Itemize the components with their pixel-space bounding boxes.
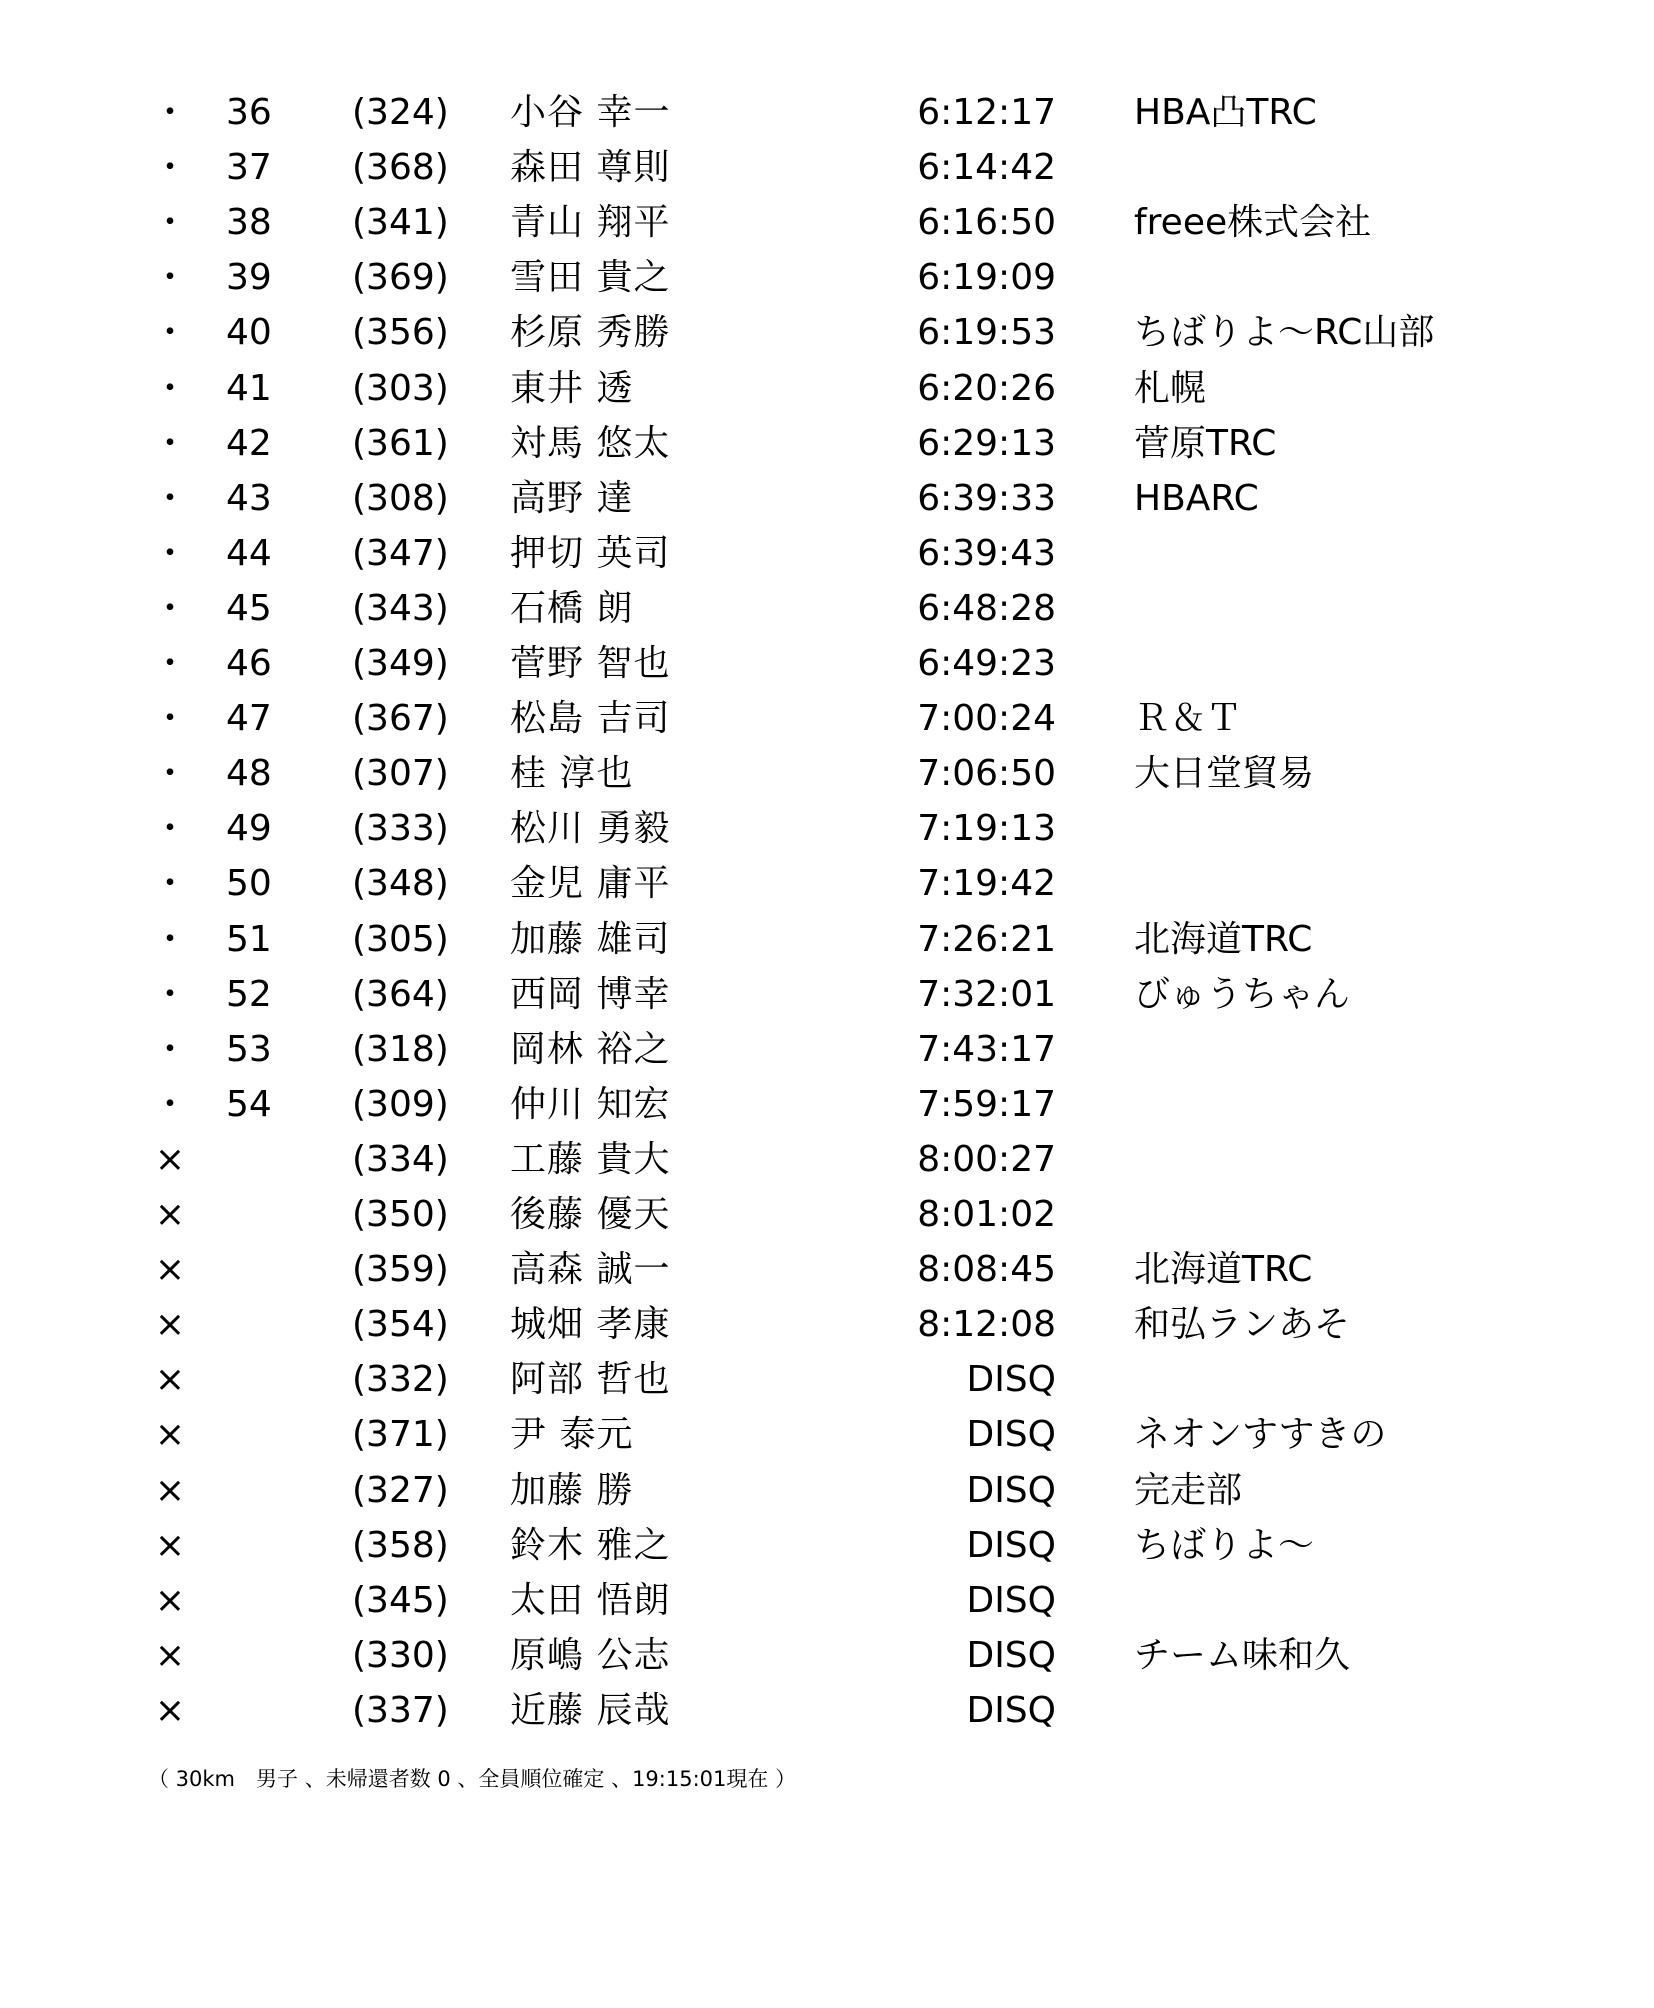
result-row xyxy=(0,1352,1654,1407)
rank-number: 36 xyxy=(226,92,272,133)
bib-number: (341) xyxy=(352,202,449,244)
team-name: ネオンすすきの xyxy=(1134,1414,1387,1456)
bib-number: (348) xyxy=(352,863,449,905)
rank-number: 44 xyxy=(226,532,272,574)
runner-name: 尹 泰元 xyxy=(510,1414,634,1456)
bib-number: (337) xyxy=(352,1689,449,1731)
bib-number: (305) xyxy=(352,918,449,960)
bib-number: (368) xyxy=(352,147,449,189)
bib-number: (318) xyxy=(352,1028,449,1070)
status-mark: × xyxy=(154,1469,186,1511)
status-mark: ・ xyxy=(152,587,189,629)
finish-time: DISQ xyxy=(966,1469,1056,1511)
result-row xyxy=(0,1242,1654,1297)
bib-number: (307) xyxy=(352,753,449,795)
runner-name: 松川 勇毅 xyxy=(510,808,671,850)
runner-name: 対馬 悠太 xyxy=(510,422,671,464)
bib-number: (324) xyxy=(352,92,449,133)
rank-number: 52 xyxy=(226,973,272,1015)
finish-time: 6:14:42 xyxy=(917,147,1056,189)
team-name: 和弘ランあそ xyxy=(1134,1304,1351,1346)
result-row xyxy=(0,691,1654,746)
result-row xyxy=(0,1297,1654,1352)
status-mark: ・ xyxy=(152,918,189,960)
result-row xyxy=(0,1463,1654,1518)
team-name: チーム味和久 xyxy=(1134,1634,1351,1676)
finish-time: 7:59:17 xyxy=(917,1083,1056,1125)
runner-name: 原嶋 公志 xyxy=(510,1634,671,1676)
result-row xyxy=(0,1132,1654,1187)
rank-number: 40 xyxy=(226,312,272,354)
team-name: びゅうちゃん xyxy=(1134,973,1351,1015)
result-row xyxy=(0,912,1654,967)
bib-number: (330) xyxy=(352,1634,449,1676)
bib-number: (369) xyxy=(352,257,449,299)
finish-time: 6:16:50 xyxy=(917,202,1056,244)
status-mark: × xyxy=(154,1524,186,1566)
result-row xyxy=(0,801,1654,856)
result-row xyxy=(0,526,1654,581)
rank-number: 39 xyxy=(226,257,272,299)
rank-number: 45 xyxy=(226,587,272,629)
team-name: ちばりよ～ xyxy=(1134,1524,1315,1566)
team-name: HBARC xyxy=(1134,477,1259,519)
rank-number: 37 xyxy=(226,147,272,189)
bib-number: (361) xyxy=(352,422,449,464)
status-mark: ・ xyxy=(152,698,189,740)
result-row xyxy=(0,967,1654,1022)
runner-name: 松島 吉司 xyxy=(510,698,671,740)
result-row xyxy=(0,250,1654,305)
bib-number: (367) xyxy=(352,698,449,740)
finish-time: DISQ xyxy=(966,1524,1056,1566)
runner-name: 青山 翔平 xyxy=(510,202,671,244)
finish-time: 8:00:27 xyxy=(917,1138,1056,1180)
finish-time: 6:19:53 xyxy=(917,312,1056,354)
status-mark: × xyxy=(154,1138,186,1180)
bib-number: (303) xyxy=(352,367,449,409)
runner-name: 加藤 勝 xyxy=(510,1469,634,1511)
status-mark: ・ xyxy=(152,367,189,409)
bib-number: (332) xyxy=(352,1359,449,1401)
rank-number: 41 xyxy=(226,367,272,409)
runner-name: 近藤 辰哉 xyxy=(510,1689,671,1731)
finish-time: DISQ xyxy=(966,1634,1056,1676)
runner-name: 小谷 幸一 xyxy=(510,92,671,133)
finish-time: 7:32:01 xyxy=(917,973,1056,1015)
team-name: 北海道TRC xyxy=(1134,1249,1313,1291)
runner-name: 東井 透 xyxy=(510,367,634,409)
rank-number: 49 xyxy=(226,808,272,850)
runner-name: 高森 誠一 xyxy=(510,1249,671,1291)
runner-name: 仲川 知宏 xyxy=(510,1083,671,1125)
result-row xyxy=(0,1628,1654,1683)
finish-time: 6:39:33 xyxy=(917,477,1056,519)
bib-number: (343) xyxy=(352,587,449,629)
runner-name: 森田 尊則 xyxy=(510,147,671,189)
finish-time: 7:26:21 xyxy=(917,918,1056,960)
finish-time: 6:12:17 xyxy=(917,92,1056,133)
status-mark: ・ xyxy=(152,753,189,795)
bib-number: (358) xyxy=(352,1524,449,1566)
status-mark: × xyxy=(154,1634,186,1676)
bib-number: (333) xyxy=(352,808,449,850)
finish-time: DISQ xyxy=(966,1689,1056,1731)
result-row xyxy=(0,1518,1654,1573)
finish-time: 7:06:50 xyxy=(917,753,1056,795)
rank-number: 46 xyxy=(226,643,272,684)
rank-number: 53 xyxy=(226,1028,272,1070)
rank-number: 42 xyxy=(226,422,272,464)
status-footer: （ 30km 男子 、未帰還者数 0 、全員順位確定 、19:15:01現在 ） xyxy=(148,1767,797,1791)
rank-number: 43 xyxy=(226,477,272,519)
status-mark: ・ xyxy=(152,808,189,850)
finish-time: 6:39:43 xyxy=(917,532,1056,574)
runner-name: 阿部 哲也 xyxy=(510,1359,671,1401)
result-row xyxy=(0,1683,1654,1738)
team-name: 菅原TRC xyxy=(1134,422,1277,464)
bib-number: (309) xyxy=(352,1083,449,1125)
finish-time: 6:48:28 xyxy=(917,587,1056,629)
result-row xyxy=(0,1187,1654,1242)
finish-time: 6:49:23 xyxy=(917,643,1056,684)
team-name: 完走部 xyxy=(1134,1469,1243,1511)
status-mark: × xyxy=(154,1579,186,1621)
finish-time: DISQ xyxy=(966,1359,1056,1401)
finish-time: 7:43:17 xyxy=(917,1028,1056,1070)
status-mark: ・ xyxy=(152,477,189,519)
finish-time: DISQ xyxy=(966,1414,1056,1456)
team-name: 大日堂貿易 xyxy=(1134,753,1315,795)
runner-name: 雪田 貴之 xyxy=(510,257,671,299)
status-mark: ・ xyxy=(152,643,189,684)
runner-name: 菅野 智也 xyxy=(510,643,671,684)
result-row xyxy=(0,581,1654,636)
bib-number: (345) xyxy=(352,1579,449,1621)
bib-number: (334) xyxy=(352,1138,449,1180)
finish-time: 8:12:08 xyxy=(917,1304,1056,1346)
result-row xyxy=(0,1022,1654,1077)
bib-number: (359) xyxy=(352,1249,449,1291)
result-row xyxy=(0,636,1654,691)
bib-number: (347) xyxy=(352,532,449,574)
bib-number: (356) xyxy=(352,312,449,354)
bib-number: (349) xyxy=(352,643,449,684)
runner-name: 後藤 優天 xyxy=(510,1194,671,1235)
rank-number: 38 xyxy=(226,202,272,244)
runner-name: 工藤 貴大 xyxy=(510,1138,671,1180)
runner-name: 高野 達 xyxy=(510,477,634,519)
status-mark: ・ xyxy=(152,92,189,133)
rank-number: 47 xyxy=(226,698,272,740)
team-name: Ｒ＆Ｔ xyxy=(1134,698,1243,740)
result-row xyxy=(0,416,1654,471)
status-mark: ・ xyxy=(152,147,189,189)
bib-number: (354) xyxy=(352,1304,449,1346)
status-mark: ・ xyxy=(152,202,189,244)
team-name: 札幌 xyxy=(1134,367,1207,409)
finish-time: 6:29:13 xyxy=(917,422,1056,464)
status-mark: ・ xyxy=(152,863,189,905)
bib-number: (350) xyxy=(352,1194,449,1235)
rank-number: 54 xyxy=(226,1083,272,1125)
finish-time: 7:19:42 xyxy=(917,863,1056,905)
runner-name: 押切 英司 xyxy=(510,532,671,574)
result-row xyxy=(0,140,1654,195)
result-row xyxy=(0,305,1654,360)
status-mark: × xyxy=(154,1359,186,1401)
runner-name: 石橋 朗 xyxy=(510,587,634,629)
team-name: 北海道TRC xyxy=(1134,918,1313,960)
team-name: ちばりよ～RC山部 xyxy=(1134,312,1435,354)
status-mark: × xyxy=(154,1304,186,1346)
result-row xyxy=(0,746,1654,801)
result-row xyxy=(0,856,1654,911)
rank-number: 51 xyxy=(226,918,272,960)
status-mark: ・ xyxy=(152,1083,189,1125)
runner-name: 金児 庸平 xyxy=(510,863,671,905)
result-row xyxy=(0,1077,1654,1132)
finish-time: DISQ xyxy=(966,1579,1056,1621)
team-name: freee株式会社 xyxy=(1134,202,1372,244)
status-mark: × xyxy=(154,1249,186,1291)
status-mark: ・ xyxy=(152,422,189,464)
rank-number: 50 xyxy=(226,863,272,905)
runner-name: 桂 淳也 xyxy=(510,753,634,795)
result-row xyxy=(0,1407,1654,1462)
runner-name: 太田 悟朗 xyxy=(510,1579,671,1621)
runner-name: 加藤 雄司 xyxy=(510,918,671,960)
status-mark: ・ xyxy=(152,257,189,299)
finish-time: 7:00:24 xyxy=(917,698,1056,740)
rank-number: 48 xyxy=(226,753,272,795)
team-name: HBA凸TRC xyxy=(1134,92,1317,133)
result-row xyxy=(0,361,1654,416)
status-mark: ・ xyxy=(152,312,189,354)
finish-time: 8:01:02 xyxy=(917,1194,1056,1235)
runner-name: 城畑 孝康 xyxy=(510,1304,671,1346)
runner-name: 杉原 秀勝 xyxy=(510,312,671,354)
status-mark: × xyxy=(154,1689,186,1731)
bib-number: (327) xyxy=(352,1469,449,1511)
bib-number: (308) xyxy=(352,477,449,519)
finish-time: 6:20:26 xyxy=(917,367,1056,409)
runner-name: 鈴木 雅之 xyxy=(510,1524,671,1566)
result-row xyxy=(0,195,1654,250)
status-mark: ・ xyxy=(152,1028,189,1070)
result-row xyxy=(0,1573,1654,1628)
finish-time: 8:08:45 xyxy=(917,1249,1056,1291)
bib-number: (371) xyxy=(352,1414,449,1456)
status-mark: × xyxy=(154,1414,186,1456)
status-mark: ・ xyxy=(152,973,189,1015)
runner-name: 岡林 裕之 xyxy=(510,1028,671,1070)
finish-time: 6:19:09 xyxy=(917,257,1056,299)
result-row xyxy=(0,85,1654,140)
result-row xyxy=(0,471,1654,526)
runner-name: 西岡 博幸 xyxy=(510,973,671,1015)
status-mark: ・ xyxy=(152,532,189,574)
status-mark: × xyxy=(154,1194,186,1235)
finish-time: 7:19:13 xyxy=(917,808,1056,850)
bib-number: (364) xyxy=(352,973,449,1015)
